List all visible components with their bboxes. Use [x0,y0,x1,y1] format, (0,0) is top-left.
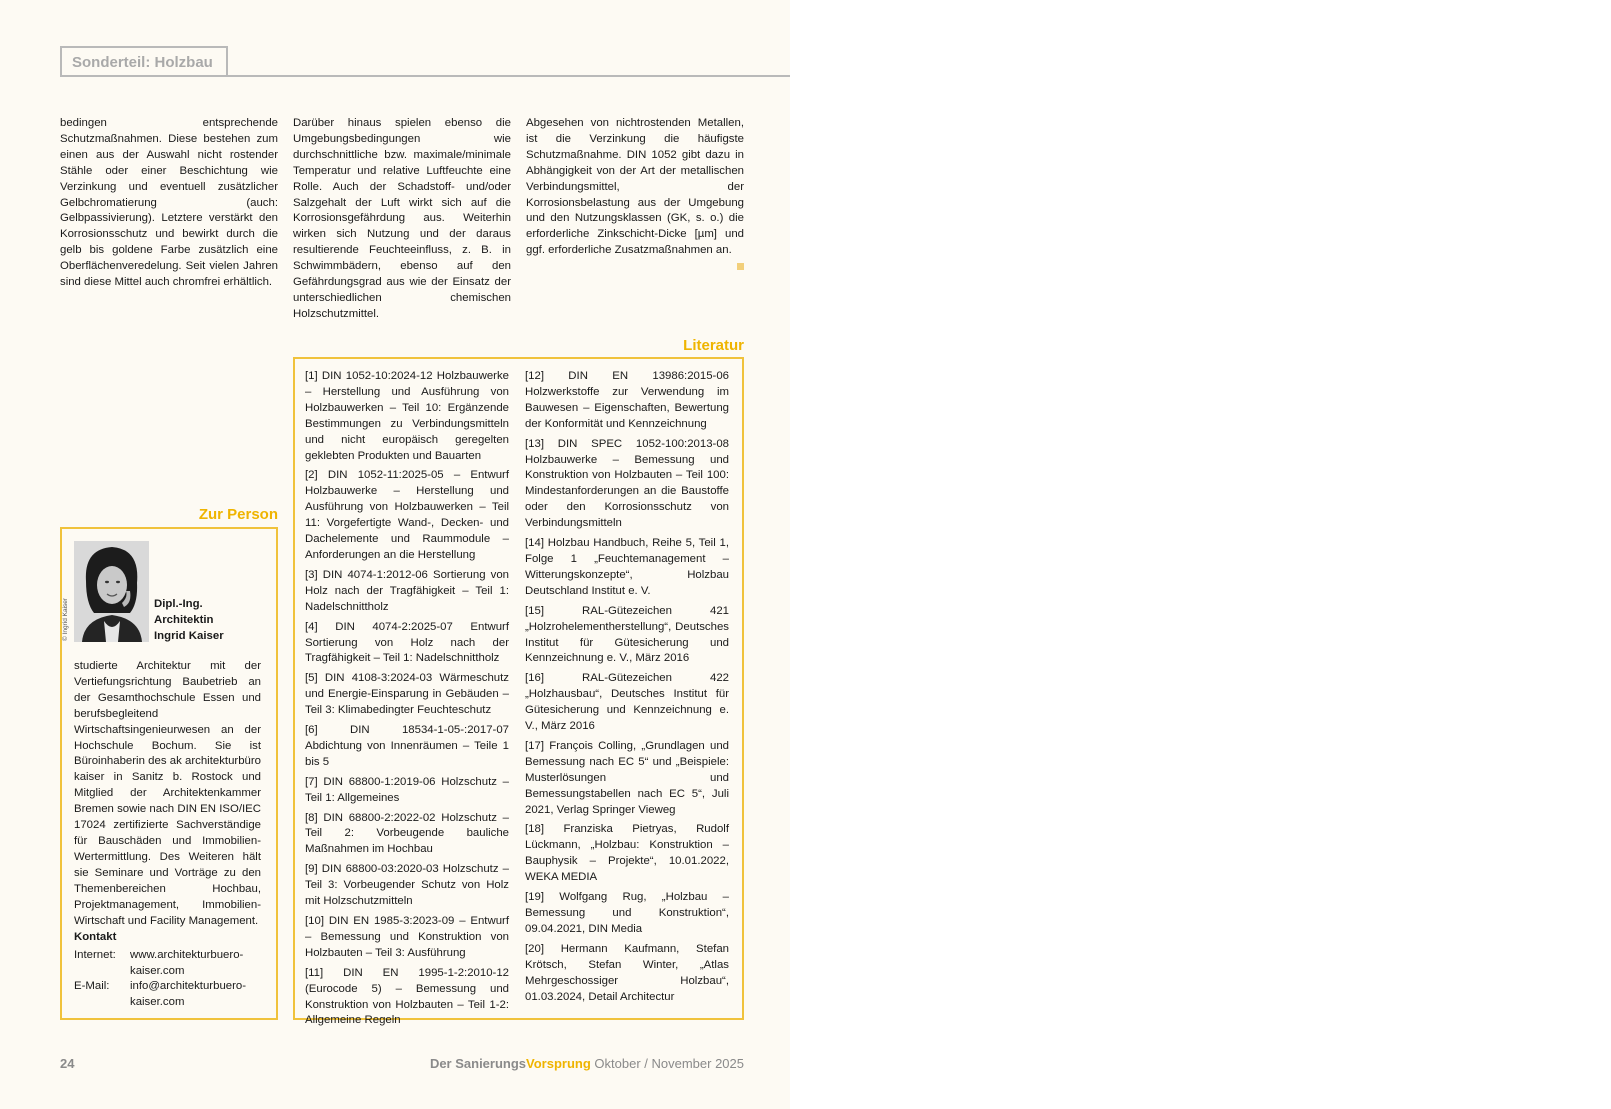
magazine-name-part2: Vorsprung [526,1056,591,1071]
author-degree: Dipl.-Ing. [154,598,203,610]
literatur-box [293,357,744,1027]
portrait-image [74,541,149,642]
reference-item: [17] François Colling, „Grundlagen und Bemessung nach EC 5“ und „Beispiele: Musterlösungen und Bemessungstabellen nach EC 5“, Juli 2021, Verlag Springer Vieweg [525,739,729,816]
author-bio: studierte Architektur mit der Vertiefungsrichtung Baubetrieb an der Gesamthochschule Essen und berufsbegleitend Wirtschaftsingenieurwesen an der Hochschule Bochum. Sie ist Büroinhaberin des ak architekturbüro kaiser in Sanitz b. Rostock und Mitglied der Architektenkammer Bremen sowie nach DIN EN ISO/IEC 17024 zertifizierte Sachverständige für Bauschäden und Immobilien-Wertermittlung. Des Weiteren hält sie Seminare und Vorträge zu den Themenbereichen Hochbau, Projektmanagement, Immobilien-Wirtschaft und Facility Management. [74,660,261,927]
magazine-footer [430,1056,744,1071]
page-number: 24 [60,1056,75,1071]
reference-item: [14] Holzbau Handbuch, Reihe 5, Teil 1, Folge 1 „Feuchtemanagement – Witterungskonzepte“, Holzbau Deutschland Institut e. V. [525,537,729,597]
author-fullname: Ingrid Kaiser [154,629,224,642]
reference-item: [18] Franziska Pietryas, Rudolf Lückmann, „Holzbau: Konstruktion – Bauphysik – Projekte“, 10.01.2022, WEKA MEDIA [525,823,729,884]
magazine-name-part1: Der Sanierungs [429,1056,527,1071]
internet-label: Internet: [74,949,116,961]
person-heading: Zur Person [198,506,278,523]
literatur-left-column [305,369,509,1033]
reference-item: [19] Wolfgang Rug, „Holzbau – Bemessung und Konstruktion“, 09.04.2021, DIN Media [525,891,729,935]
internet-link[interactable]: www.architekturbuero-kaiser.com [130,949,244,977]
reference-item: [6] DIN 18534-1-05-:2017-07 Abdichtung von Innenräumen – Teile 1 bis 5 [305,724,509,768]
reference-item: [16] RAL-Gütezeichen 422 „Holzhausbau“, Deutsches Institut für Gütesicherung und Kennzeichnung e. V., März 2016 [525,672,729,733]
column-3-text: Abgesehen von nichtrostenden Metallen, ist die Verzinkung die häufigste Schutzmaßnahme. DIN 1052 gibt dazu in Abhängigkeit von der Art der metallischen Verbindungsmittel, der Korrosionsbelastung aus der Umgebung und den Nutzungsklassen (GK, s. o.) die erforderliche Zinkschicht-Dicke [µm] und ggf. erforderliche Zusatzmaßnahmen an. [526,117,744,257]
author-profession: Architektin [154,613,214,626]
issue-date: Oktober / November 2025 [590,1056,744,1071]
reference-item: [12] DIN EN 13986:2015-06 Holzwerkstoffe zur Verwendung im Bauwesen – Eigenschaften, Bewertung der Konformität und Kennzeichnung [525,370,729,430]
section-tag: Sonderteil: Holzbau [60,46,228,76]
author-photo [74,541,149,642]
reference-item: [11] DIN EN 1995-1-2:2010-12 (Eurocode 5) – Bemessung und Konstruktion von Holzbauten – Teil 1-2: Allgemeine Regeln [305,966,509,1027]
reference-item: [7] DIN 68800-1:2019-06 Holzschutz – Teil 1: Allgemeines [305,775,509,804]
literatur-right-column [525,369,729,1009]
column-1-text: bedingen entsprechende Schutzmaßnahmen. Diese bestehen zum einen aus der Auswahl nicht rostender Stähle oder einer Beschichtung wie Verzinkung und eventuell zusätzlicher Gelbchromatierung (auch: Gelbpassivierung). Letztere verstärkt den Korrosionsschutz und bewirkt durch die gelb bis goldene Farbe zusätzlich eine Oberflächenveredelung. Seit vielen Jahren sind diese Mittel auch chromfrei erhältlich. [60,117,278,289]
photo-credit: © Ingrid Kaiser [62,597,69,641]
article-end-mark [737,263,744,270]
literatur-heading: Literatur [683,337,744,354]
reference-item: [20] Hermann Kaufmann, Stefan Krötsch, Stefan Winter, „Atlas Mehrgeschossiger Holzbau“, 01.03.2024, Detail Architectur [525,942,729,1003]
reference-item: [15] RAL-Gütezeichen 421 „Holzrohelementherstellung“, Deutsches Institut für Gütesicherung und Kennzeichnung e. V., März 2016 [525,604,729,665]
reference-item: [13] DIN SPEC 1052-100:2013-08 Holzbauwerke – Bemessung und Konstruktion von Holzbauten – Teil 100: Mindestanforderungen an die Baustoffe oder den Korrosionsschutz von Verbindungsmitteln [525,437,729,530]
text-column-3 [526,116,744,271]
email-label: E-Mail: [74,980,110,992]
reference-item: [2] DIN 1052-11:2025-05 – Entwurf Holzbauwerke – Herstellung und Ausführung von Holzbauwerken – Teil 11: Vorgefertigte Wand-, Decken- und Dachelemente und Raummodule – Anforderungen an die Herstellung [305,469,509,561]
column-2-text: Darüber hinaus spielen ebenso die Umgebungsbedingungen wie durchschnittliche bzw. maximale/minimale Temperatur und relative Luftfeuchte eine Rolle. Auch der Schadstoff- und/oder Salzgehalt der Luft wirkt sich auf die Korrosionsgefährdung aus. Weiterhin wirken sich Nutzung und der daraus resultierende Feuchteeinfluss, z. B. in Schwimmbädern, ebenso auf den Gefährdungsgrad aus wie der Einsatz der unterschiedlichen chemischen Holzschutzmittel. [293,117,511,320]
text-column-1 [60,116,278,291]
reference-item: [3] DIN 4074-1:2012-06 Sortierung von Holz nach der Tragfähigkeit – Teil 1: Nadelschnittholz [305,568,509,613]
reference-item: [5] DIN 4108-3:2024-03 Wärmeschutz und Energie-Einsparung in Gebäuden – Teil 3: Klimabedingter Feuchteschutz [305,672,509,717]
reference-item: [8] DIN 68800-2:2022-02 Holzschutz – Teil 2: Vorbeugende bauliche Maßnahmen im Hochbau [305,811,509,856]
reference-item: [1] DIN 1052-10:2024-12 Holzbauwerke – Herstellung und Ausführung von Holzbauwerken – Teil 10: Ergänzende Bestimmungen zu Verbindungsmitteln und nicht europäisch geregelten geklebten Produkten und Bauarten [305,370,509,462]
contact-email-row [74,979,261,1010]
author-name [154,597,224,645]
section-rule [60,75,790,77]
email-link[interactable]: info@architekturbuero-kaiser.com [130,980,247,1008]
contact-internet-row [74,948,261,979]
reference-item: [9] DIN 68800-03:2020-03 Holzschutz – Teil 3: Vorbeugender Schutz von Holz mit Holzschutzmitteln [305,863,509,908]
reference-item: [4] DIN 4074-2:2025-07 Entwurf Sortierung von Holz nach der Tragfähigkeit – Teil 1: Nadelschnittholz [305,620,509,665]
contact-heading: Kontakt [74,931,117,943]
text-column-2 [293,116,511,323]
person-box [60,527,278,1020]
reference-item: [10] DIN EN 1985-3:2023-09 – Entwurf – Bemessung und Konstruktion von Holzbauten – Teil 3: Ausführung [305,915,509,959]
magazine-page [0,0,790,1109]
